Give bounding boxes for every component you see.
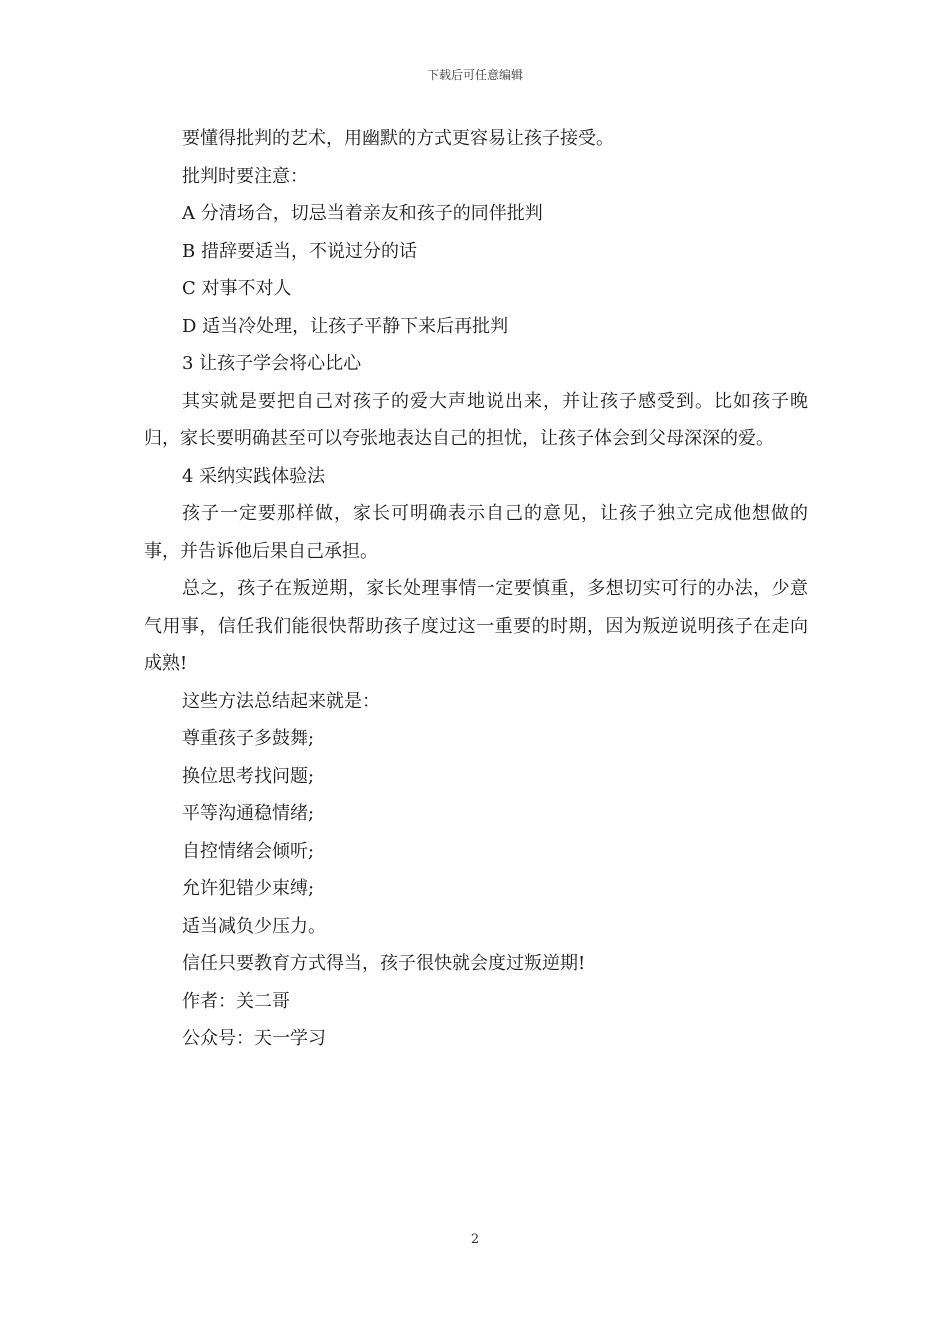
text-line: 要懂得批判的艺术，用幽默的方式更容易让孩子接受。 [182,128,614,149]
list-item: D 适当冷处理，让孩子平静下来后再批判 [182,315,509,337]
paragraph: 孩子一定要那样做，家长可明确表示自己的意见，让孩子独立完成他想做的事，并告诉他后果自己承担。 [144,503,808,562]
document-body [144,120,808,1058]
author-line: 作者：关二哥 [182,990,290,1012]
text-line: 这些方法总结起来就是： [182,690,380,712]
paragraph: 总之，孩子在叛逆期，家长处理事情一定要慎重，多想切实可行的办法，少意气用事，信任我们能很快帮助孩子度过这一重要的时期，因为叛逆说明孩子在走向成熟! [144,578,808,674]
list-item: C 对事不对人 [182,278,292,299]
list-item: 适当减负少压力。 [182,915,326,937]
text-line: 批判时要注意： [182,165,308,187]
paragraph: 其实就是要把自己对孩子的爱大声地说出来，并让孩子感受到。比如孩子晚归，家长要明确甚至可以夸张地表达自己的担忧，让孩子体会到父母深深的爱。 [144,390,808,449]
list-item: 允许犯错少束缚; [182,878,315,899]
account-line: 公众号：天一学习 [182,1028,326,1049]
list-item: 平等沟通稳情绪; [182,803,315,824]
list-item: 尊重孩子多鼓舞; [182,728,315,749]
section-heading: 4 采纳实践体验法 [182,465,326,487]
list-item: A 分清场合，切忌当着亲友和孩子的同伴批判 [182,203,543,224]
page-number: 2 [470,1232,480,1247]
list-item: B 措辞要适当，不说过分的话 [182,240,417,262]
text-line: 信任只要教育方式得当，孩子很快就会度过叛逆期! [182,953,586,974]
list-item: 自控情绪会倾听; [182,840,315,862]
page-header: 下载后可任意编辑 [426,68,523,82]
section-heading: 3 让孩子学会将心比心 [182,353,362,374]
list-item: 换位思考找问题; [182,765,315,787]
